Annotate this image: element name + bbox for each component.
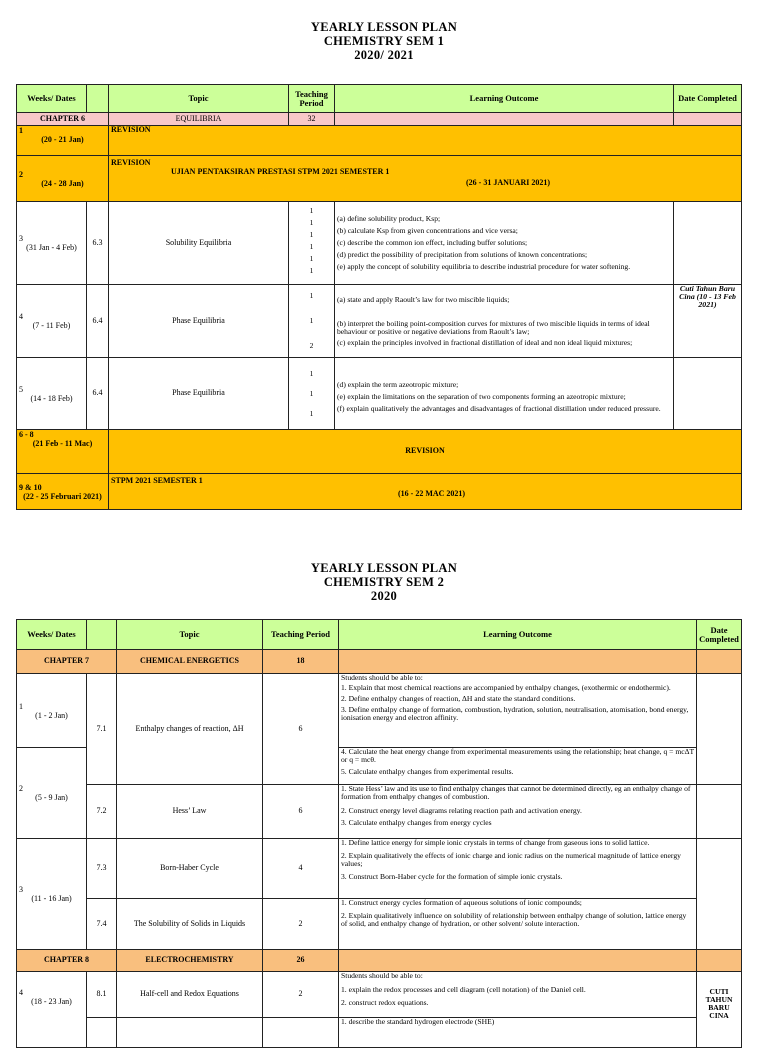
header-weeks: Weeks/ Dates — [17, 85, 87, 113]
period-value: 1 — [309, 291, 314, 300]
topic-name — [117, 1018, 263, 1048]
week-number: 1 — [19, 701, 23, 711]
week-4-row — [17, 285, 742, 358]
chapter-outcome — [335, 113, 674, 126]
week-number: 1 — [19, 126, 23, 135]
week-dates: (11 - 16 Jan) — [31, 894, 72, 903]
topic-number: 8.1 — [87, 972, 117, 1018]
week-dates: (14 - 18 Feb) — [30, 393, 73, 403]
date-completed: Cuti Tahun Baru Cina (10 - 13 Feb 2021) — [674, 285, 742, 358]
period-value: 1 — [309, 388, 314, 398]
week-cell — [17, 839, 87, 950]
outcome-list — [339, 899, 697, 950]
chapter-outcome — [339, 950, 697, 972]
header-period: Teaching Period — [263, 620, 339, 650]
topic-number: 6.4 — [87, 358, 109, 430]
chapter-label: CHAPTER 8 — [17, 950, 117, 972]
period-value: 1 — [309, 254, 314, 263]
sem2-title-line-3: 2020 — [370, 589, 398, 603]
topic-number — [87, 1018, 117, 1048]
week-number: 3 — [19, 234, 23, 243]
sem1-header-row — [17, 85, 742, 113]
period-value: 1 — [309, 218, 314, 227]
revision-text: REVISION — [109, 126, 742, 156]
week-3-row — [17, 839, 742, 899]
topic-period — [263, 1018, 339, 1048]
sem2-title-line-1: YEARLY LESSON PLAN — [310, 561, 458, 575]
week-cell — [17, 972, 87, 1048]
week-cell — [17, 430, 109, 474]
exam-cell — [109, 156, 742, 202]
header-topic: Topic — [109, 85, 289, 113]
chapter-name: ELECTROCHEMISTRY — [117, 950, 263, 972]
week-dates: (21 Feb - 11 Mac) — [32, 439, 93, 448]
date-completed: CUTI TAHUN BARU CINA — [697, 972, 742, 1048]
chapter-date — [674, 113, 742, 126]
week-cell — [17, 748, 87, 839]
week-4b-row — [17, 1018, 742, 1048]
week-dates: (5 - 9 Jan) — [35, 793, 68, 802]
sem2-table — [16, 619, 742, 1048]
exam-dates: (26 - 31 JANUARI 2021) — [466, 178, 550, 188]
date-completed — [697, 674, 742, 785]
chapter-8-row — [17, 950, 742, 972]
period-value: 1 — [309, 206, 314, 215]
outcome-item: 1. Construct energy cycles formation of aqueous solutions of ionic compounds; — [341, 898, 582, 907]
header-outcome: Learning Outcome — [335, 85, 674, 113]
period-list — [289, 285, 335, 358]
header-weeks: Weeks/ Dates — [17, 620, 87, 650]
period-value: 2 — [309, 341, 314, 350]
week-3b-row — [17, 899, 742, 950]
chapter-outcome — [339, 650, 697, 674]
week-2-row — [17, 785, 742, 839]
header-date: Date Completed — [697, 620, 742, 650]
week-4-row — [17, 972, 742, 1018]
header-outcome: Learning Outcome — [339, 620, 697, 650]
week-cell — [17, 474, 109, 510]
week-number: 2 — [19, 169, 23, 179]
period-list — [289, 202, 335, 285]
exam-dates: (16 - 22 MAC 2021) — [398, 488, 466, 498]
revision-row-1 — [17, 126, 742, 156]
week-dates: (31 Jan - 4 Feb) — [26, 243, 77, 252]
topic-number: 7.2 — [87, 785, 117, 839]
sem1-title-line-2: CHEMISTRY SEM 1 — [323, 34, 445, 48]
outcome-item: (b) interpret the boiling point-composition curves for mixtures of two miscible liquids in terms of ideal behaviour or positive or negative deviations from Raoult’s law; — [337, 318, 650, 336]
date-completed — [697, 839, 742, 950]
outcome-item: 3. Construct Born-Haber cycle for the formation of simple ionic crystals. — [341, 872, 563, 881]
chapter-label: CHAPTER 7 — [17, 650, 117, 674]
outcome-item: 1. State Hess’ law and its use to find enthalpy changes that cannot be determined directly, eg an enthalpy change of formation from enthalpy changes of combustion. — [341, 784, 691, 801]
week-number: 5 — [19, 384, 23, 394]
topic-name: Enthalpy changes of reaction, ΔH — [117, 674, 263, 785]
topic-number: 7.1 — [87, 674, 117, 785]
week-5-row — [17, 358, 742, 430]
outcome-item: 1. Define lattice energy for simple ionic crystals in terms of change from gaseous ions to solid lattice. — [341, 838, 650, 847]
period-value: 1 — [309, 368, 314, 378]
header-date: Date Completed — [674, 85, 742, 113]
revision-row-3 — [17, 430, 742, 474]
exam-cell — [109, 474, 742, 510]
week-number: 6 - 8 — [19, 430, 34, 439]
period-value: 1 — [309, 242, 314, 251]
header-num — [87, 620, 117, 650]
outcome-item: 5. Calculate enthalpy changes from experimental results. — [341, 767, 514, 776]
outcome-item: (c) explain the principles involved in fractional distillation of ideal and non ideal liquid mixtures; — [337, 337, 633, 347]
topic-number: 7.3 — [87, 839, 117, 899]
week-number: 9 & 10 — [19, 482, 42, 492]
outcome-item: 2. Define enthalpy changes of reaction, ΔH and state the standard conditions. — [341, 694, 576, 703]
outcome-list — [335, 285, 674, 358]
week-number: 4 — [19, 988, 23, 997]
week-dates: (1 - 2 Jan) — [35, 710, 68, 720]
week-dates: (24 - 28 Jan) — [41, 178, 84, 188]
revision-row-2 — [17, 156, 742, 202]
sem1-table — [16, 84, 742, 510]
week-dates: (18 - 23 Jan) — [31, 997, 72, 1006]
chapter-period: 18 — [263, 650, 339, 674]
week-cell — [17, 156, 109, 202]
outcome-list — [339, 674, 697, 748]
outcome-item: 2. Explain qualitatively influence on solubility of relationship between enthalpy change of solution, lattice energy of solid, and enthalpy change of hydration, or other solvent/ solute interaction. — [341, 911, 687, 928]
topic-name: Born-Haber Cycle — [117, 839, 263, 899]
outcome-item: 1. explain the redox processes and cell diagram (cell notation) of the Daniel cell. — [341, 985, 586, 994]
week-cell — [17, 674, 87, 748]
chapter-date — [697, 650, 742, 674]
outcome-item: (d) explain the term azeotropic mixture; — [337, 379, 459, 389]
outcome-item: Students should be able to: — [341, 971, 423, 980]
week-cell — [17, 202, 87, 285]
header-num — [87, 85, 109, 113]
week-number: 3 — [19, 885, 23, 894]
week-dates: (20 - 21 Jan) — [41, 135, 84, 144]
sem1-title — [0, 20, 768, 62]
topic-number: 6.4 — [87, 285, 109, 358]
chapter-period: 32 — [289, 113, 335, 126]
week-number: 2 — [19, 784, 23, 793]
chapter-label: CHAPTER 6 — [17, 113, 109, 126]
period-value: 1 — [309, 230, 314, 239]
header-period: Teaching Period — [289, 85, 335, 113]
revision-text: REVISION — [109, 430, 742, 474]
outcome-item: (e) apply the concept of solubility equilibria to describe industrial procedure for water softening. — [337, 262, 631, 271]
sem2-header-row — [17, 620, 742, 650]
week-cell — [17, 285, 87, 358]
topic-number: 7.4 — [87, 899, 117, 950]
outcome-item: 3. Calculate enthalpy changes from energy cycles — [341, 818, 492, 827]
topic-name: Phase Equilibria — [109, 285, 289, 358]
week-dates: (7 - 11 Feb) — [32, 321, 71, 330]
topic-name: Hess’ Law — [117, 785, 263, 839]
exam-title: UJIAN PENTAKSIRAN PRESTASI STPM 2021 SEMESTER 1 — [171, 166, 390, 176]
week-number: 4 — [19, 312, 23, 321]
chapter-name: EQUILIBRIA — [109, 113, 289, 126]
topic-period: 2 — [263, 899, 339, 950]
sem1-title-line-3: 2020/ 2021 — [354, 48, 414, 62]
sem1-title-line-1: YEARLY LESSON PLAN — [310, 20, 458, 34]
topic-period: 6 — [263, 785, 339, 839]
outcome-item: (c) describe the common ion effect, including buffer solutions; — [337, 238, 528, 247]
chapter-date — [697, 950, 742, 972]
period-value: 1 — [309, 266, 314, 275]
outcome-list — [339, 748, 697, 785]
exam-title: STPM 2021 SEMESTER 1 — [111, 476, 203, 485]
outcome-item: 4. Calculate the heat energy change from experimental measurements using the relationship; heat change, q = mcΔT or q = mcθ. — [341, 747, 695, 764]
outcome-list — [339, 972, 697, 1018]
outcome-item: Students should be able to: — [341, 673, 423, 682]
chapter-name: CHEMICAL ENERGETICS — [117, 650, 263, 674]
outcome-item: (f) explain qualitatively the advantages and disadvantages of fractional distillation under reduced pressure. — [337, 403, 661, 413]
date-completed — [674, 202, 742, 285]
week-3-row — [17, 202, 742, 285]
outcome-list — [339, 839, 697, 899]
outcome-item: 2. construct redox equations. — [341, 998, 429, 1007]
outcome-list — [335, 358, 674, 430]
date-completed — [697, 785, 742, 839]
topic-name: The Solubility of Solids in Liquids — [117, 899, 263, 950]
week-1-row — [17, 674, 742, 748]
topic-period: 6 — [263, 674, 339, 785]
sem2-title-line-2: CHEMISTRY SEM 2 — [323, 575, 445, 589]
chapter-row — [17, 113, 742, 126]
week-cell — [17, 126, 109, 156]
period-list — [289, 358, 335, 430]
chapter-period: 26 — [263, 950, 339, 972]
outcome-item: (a) define solubility product, Ksp; — [337, 214, 441, 223]
outcome-item: 2. Explain qualitatively the effects of ionic charge and ionic radius on the numerical magnitude of lattice energy values; — [341, 851, 681, 868]
week-cell — [17, 358, 87, 430]
topic-period: 4 — [263, 839, 339, 899]
outcome-item: (e) explain the limitations on the separation of two components forming an azeotropic mixture; — [337, 391, 626, 401]
topic-name: Phase Equilibria — [109, 358, 289, 430]
week-dates: (22 - 25 Februari 2021) — [23, 491, 102, 501]
topic-name: Half-cell and Redox Equations — [117, 972, 263, 1018]
outcome-item: 2. Construct energy level diagrams relating reaction path and activation energy. — [341, 806, 582, 815]
period-value: 1 — [309, 316, 314, 325]
topic-number: 6.3 — [87, 202, 109, 285]
exam-row — [17, 474, 742, 510]
date-completed — [674, 358, 742, 430]
topic-period: 2 — [263, 972, 339, 1018]
sem2-title — [0, 561, 768, 603]
period-value: 1 — [309, 408, 314, 418]
header-topic: Topic — [117, 620, 263, 650]
outcome-item: 1. describe the standard hydrogen electrode (SHE) — [339, 1018, 697, 1048]
outcome-item: (a) state and apply Raoult’s law for two miscible liquids; — [337, 294, 510, 304]
outcome-item: 1. Explain that most chemical reactions are accompanied by enthalpy changes, (exothermic or endothermic). — [341, 683, 671, 692]
chapter-7-row — [17, 650, 742, 674]
outcome-item: (d) predict the possibility of precipitation from solutions of known concentrations; — [337, 250, 588, 259]
topic-name: Solubility Equilibria — [109, 202, 289, 285]
revision-text: REVISION — [111, 158, 151, 167]
outcome-item: (b) calculate Ksp from given concentrations and vice versa; — [337, 226, 518, 235]
outcome-item: 3. Define enthalpy change of formation, combustion, hydration, solution, neutralisation, atomisation, bond energy, ionisation energy and electron affinity. — [341, 705, 689, 722]
outcome-list — [335, 202, 674, 285]
outcome-list — [339, 785, 697, 839]
